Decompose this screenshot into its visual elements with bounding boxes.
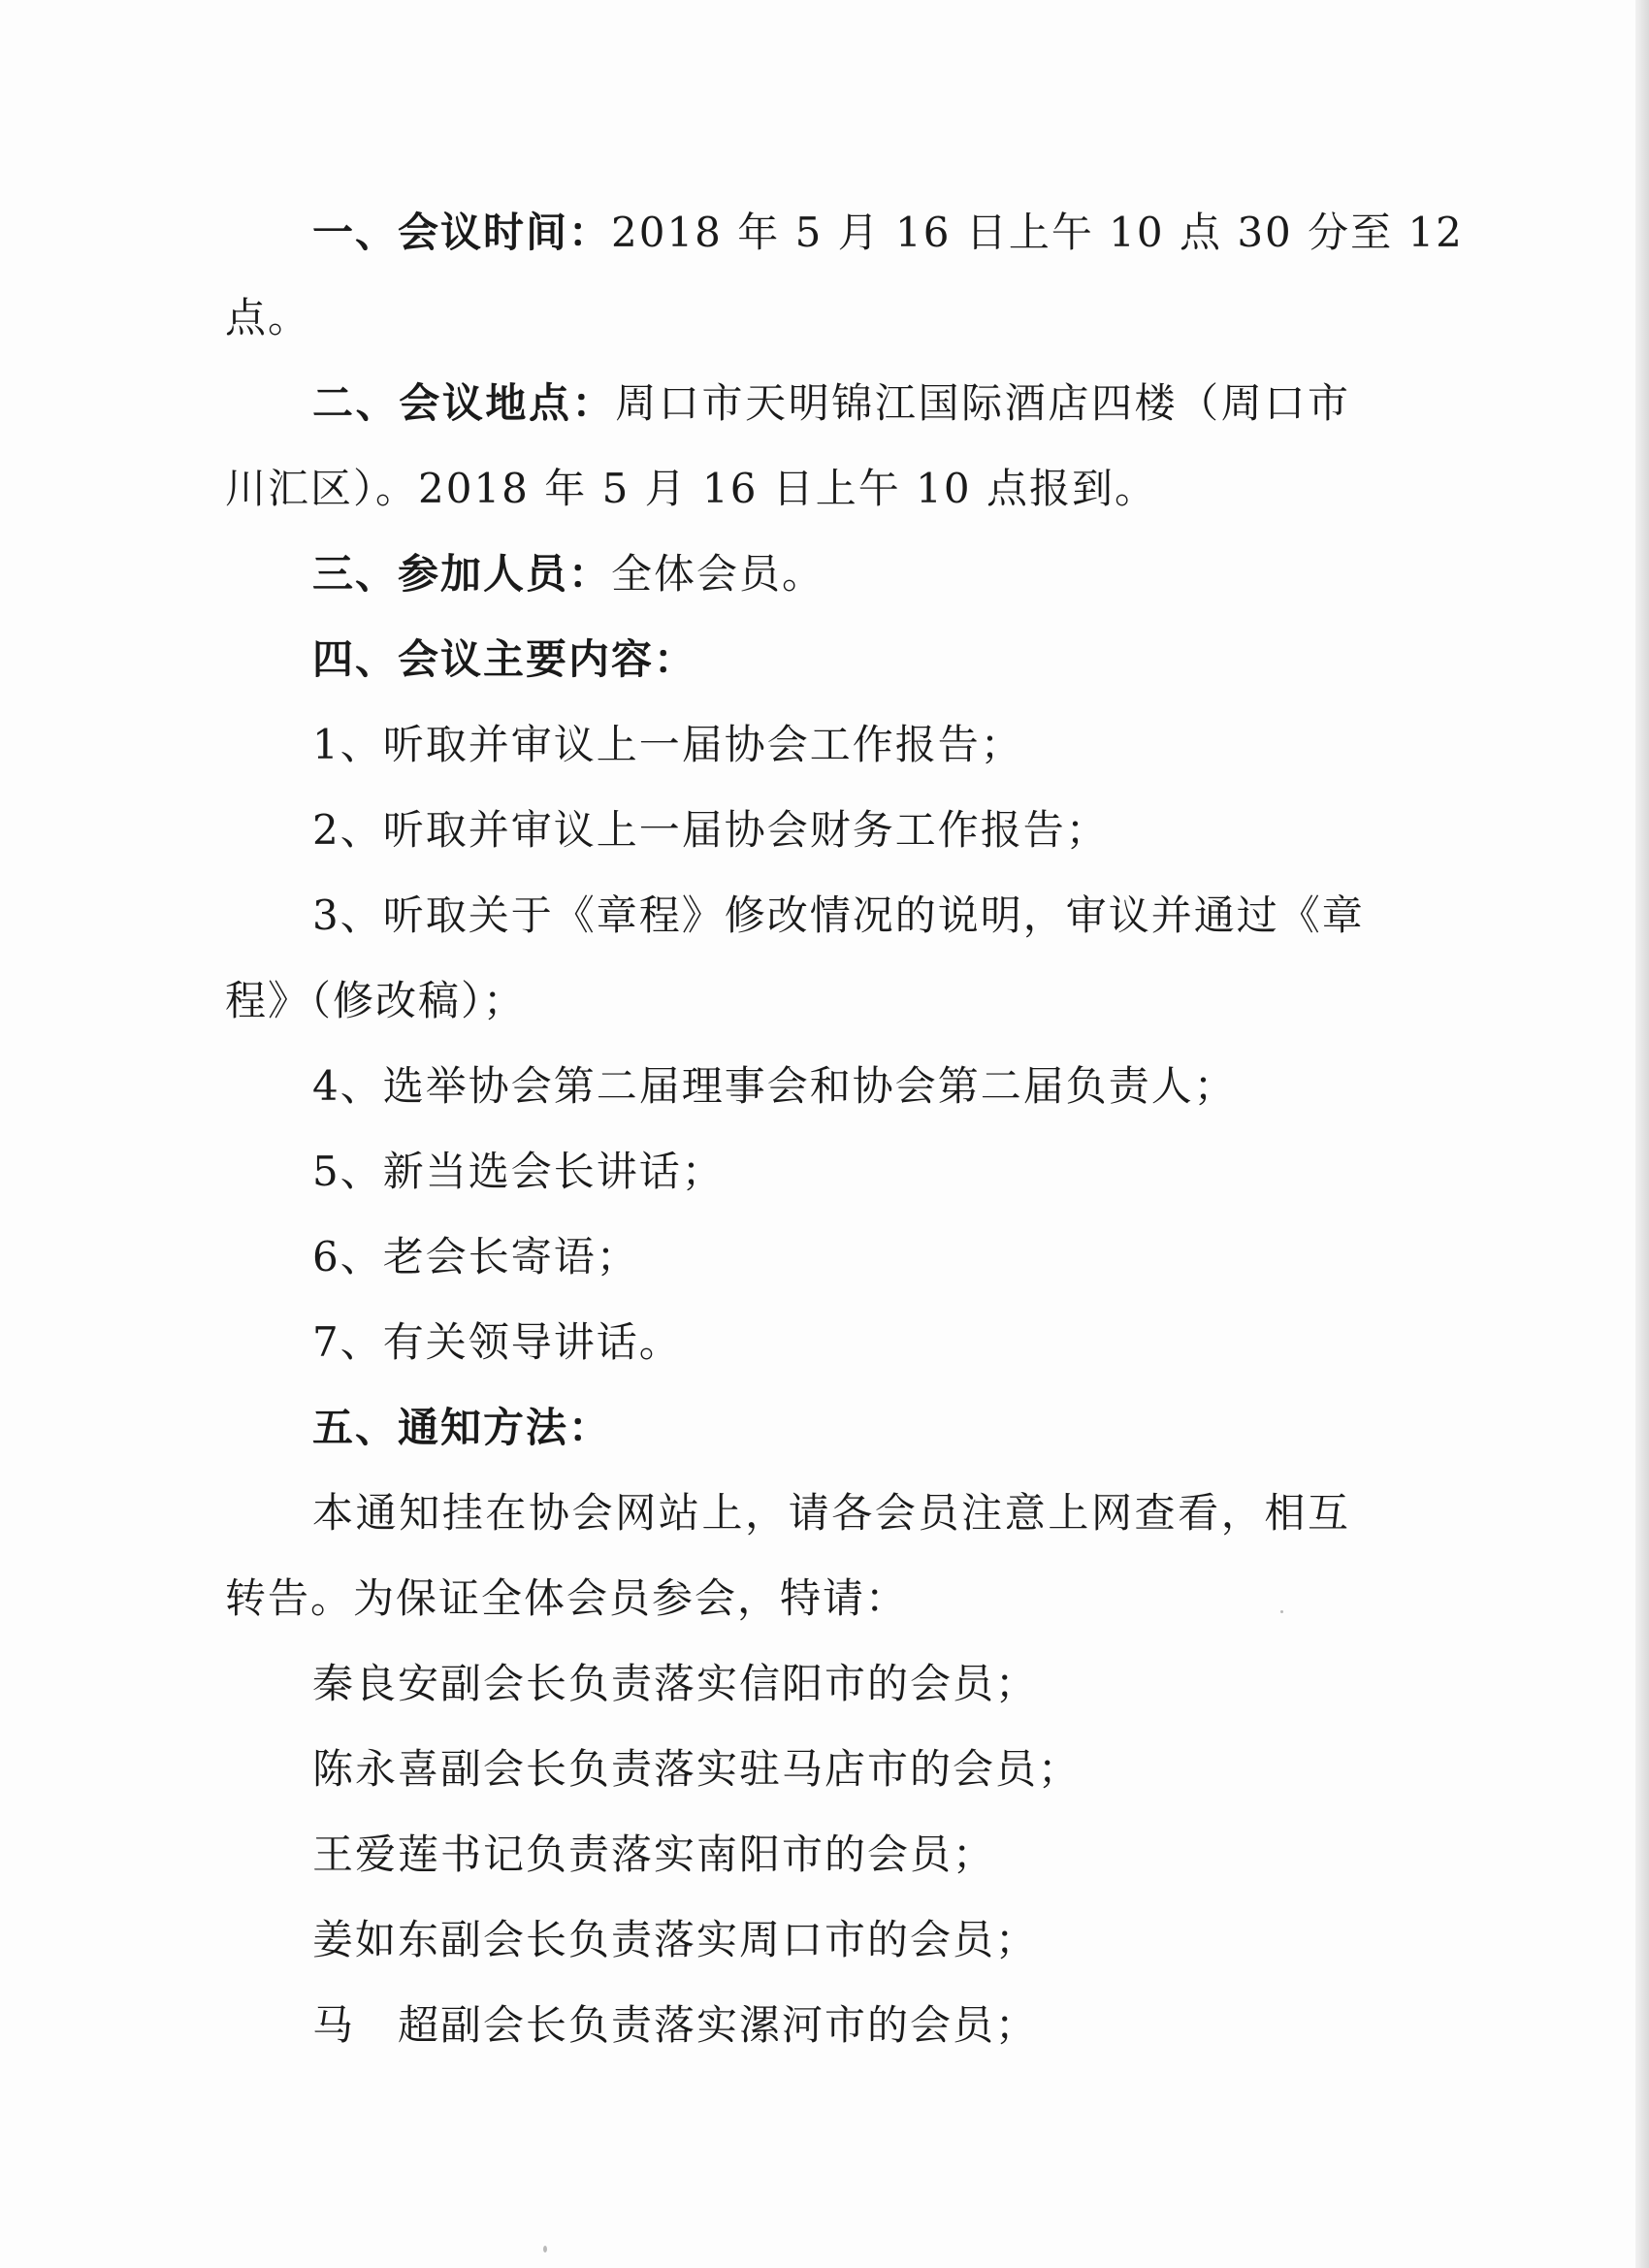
assignment-line: 陈永喜副会长负责落实驻马店市的会员； [312,1745,1082,1793]
participants-text: 全体会员。 [611,550,825,598]
agenda-item: 4、选举协会第二届理事会和协会第二届负责人； [312,1062,1237,1110]
agenda-item: 1、听取并审议上一届协会工作报告； [312,721,1023,768]
notice-heading: 五、通知方法： [312,1404,612,1451]
agenda-item: 2、听取并审议上一届协会财务工作报告； [312,806,1109,854]
assignment-line: 王爱莲书记负责落实南阳市的会员； [312,1831,996,1878]
notice-paragraph-line: 本通知挂在协会网站上，请各会员注意上网查看，相互 [312,1489,1350,1537]
time-heading: 一、会议时间： [312,209,612,256]
time-text: 2018 年 5 月 16 日上午 10 点 30 分至 12 [611,209,1464,256]
scan-speck [543,2246,547,2252]
assignment-line: 姜如东副会长负责落实周口市的会员； [312,1916,1039,1963]
assignment-line: 马 超副会长负责落实漯河市的会员； [312,2001,1039,2049]
scan-speck [1280,1610,1283,1613]
agenda-item: 3、听取关于《章程》修改情况的说明，审议并通过《章 [312,891,1365,939]
location-line [312,374,1350,433]
agenda-heading: 四、会议主要内容： [312,635,697,683]
agenda-item: 7、有关领导讲话。 [312,1318,682,1366]
scan-edge [1635,0,1649,2268]
assignment-line: 秦良安副会长负责落实信阳市的会员； [312,1660,1039,1707]
participants-line [312,545,824,603]
agenda-item: 5、新当选会长讲话； [312,1148,725,1195]
agenda-item: 6、老会长寄语； [312,1233,639,1280]
location-continuation: 川汇区）。2018 年 5 月 16 日上午 10 点报到。 [225,465,1157,512]
location-heading: 二、会议地点： [312,379,616,427]
time-line [312,204,1464,262]
agenda-item-continuation: 程》（修改稿）； [225,977,527,1024]
location-text: 周口市天明锦江国际酒店四楼（周口市 [615,379,1350,427]
time-continuation: 点。 [225,294,311,341]
participants-heading: 三、参加人员： [312,550,612,598]
notice-paragraph-line: 转告。为保证全体会员参会，特请： [225,1574,909,1622]
